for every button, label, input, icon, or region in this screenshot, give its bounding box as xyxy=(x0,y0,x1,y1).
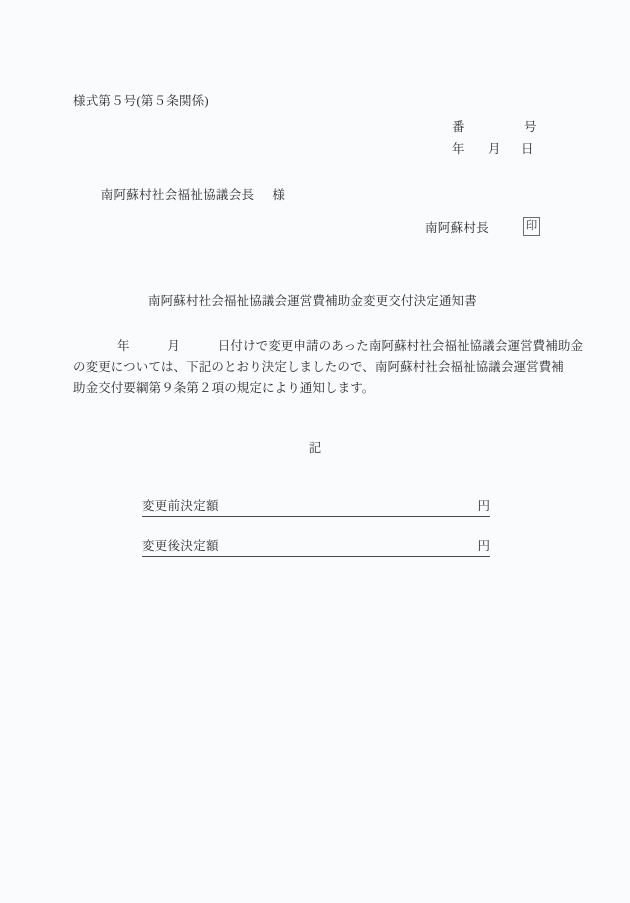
addressee-name: 南阿蘇村社会福祉協議会長 xyxy=(100,187,255,202)
sender-name: 南阿蘇村長 xyxy=(425,220,490,235)
section-marker-ki: 記 xyxy=(308,441,322,455)
body-line-2: の変更については、下記のとおり決定しましたので、南阿蘇村社会福祉協議会運営費補 xyxy=(73,360,564,374)
body-line-1: 年 月 日付けで変更申請のあった南阿蘇村社会福祉協議会運営費補助金 xyxy=(117,339,584,353)
form-number: 様式第５号(第５条関係) xyxy=(73,94,209,108)
amount-after-label: 変更後決定額 xyxy=(142,539,219,553)
document-number-label: 番 xyxy=(452,120,465,134)
addressee-honorific: 様 xyxy=(272,187,286,202)
document-number-row xyxy=(448,117,568,139)
date-year-label: 年 xyxy=(452,142,465,156)
sender-line xyxy=(425,217,540,236)
body-line-3: 助金交付要綱第９条第２項の規定により通知します。 xyxy=(73,381,375,395)
body-paragraph xyxy=(73,336,584,399)
document-title: 南阿蘇村社会福祉協議会運営費補助金変更交付決定通知書 xyxy=(148,294,477,308)
amount-before-unit: 円 xyxy=(477,499,490,513)
addressee-line xyxy=(87,176,285,214)
amount-before-label: 変更前決定額 xyxy=(142,499,219,513)
document-date-row xyxy=(448,139,568,161)
seal-stamp-box: 印 xyxy=(523,217,540,236)
amount-row-after xyxy=(142,537,490,557)
document-meta-block xyxy=(448,117,568,161)
date-month-label: 月 xyxy=(488,142,501,156)
amount-after-unit: 円 xyxy=(477,539,490,553)
document-number-unit: 号 xyxy=(524,120,537,134)
date-day-label: 日 xyxy=(521,142,534,156)
amount-row-before xyxy=(142,497,490,517)
